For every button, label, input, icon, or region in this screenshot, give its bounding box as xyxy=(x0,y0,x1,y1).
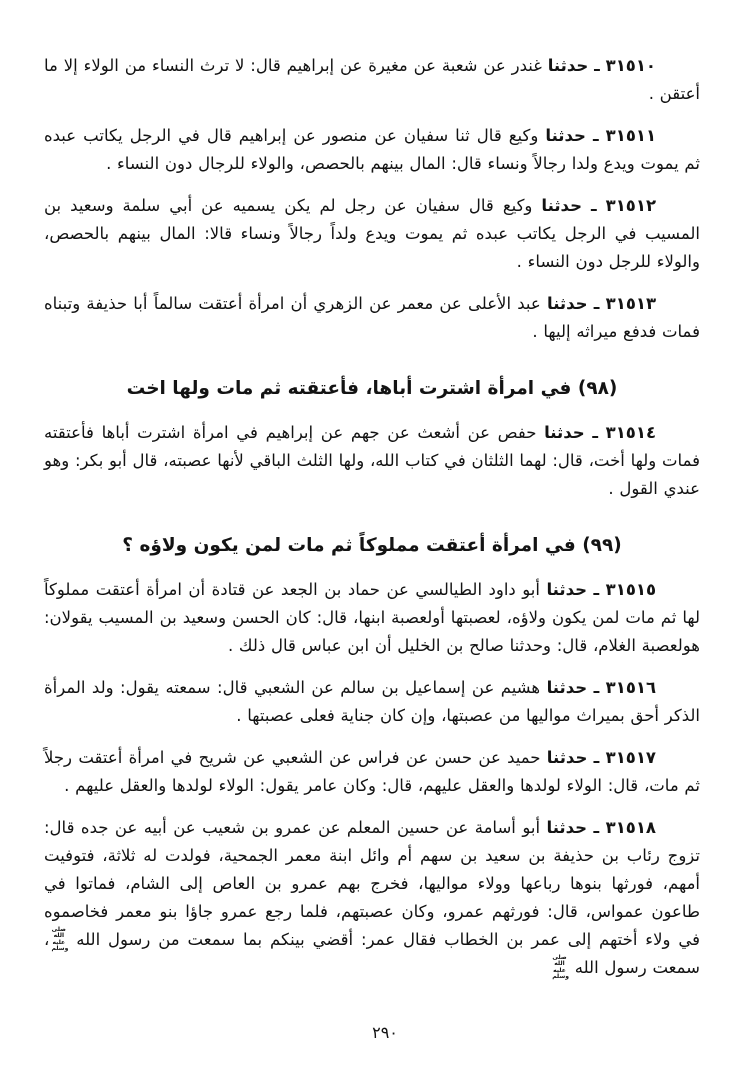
hadith-intro: حدثنا xyxy=(544,423,585,442)
hadith-number: ٣١٥١٢ xyxy=(605,196,657,215)
hadith-text: غندر عن شعبة عن مغيرة عن إبراهيم قال: لا ترث النساء من الولاء إلا ما أعتقن . xyxy=(44,56,700,103)
hadith-intro: حدثنا xyxy=(546,748,588,767)
hadith-paragraph xyxy=(44,744,700,800)
text-block xyxy=(44,52,700,982)
hadith-intro: حدثنا xyxy=(546,818,588,837)
dash-separator: ـ xyxy=(592,423,598,442)
dash-separator: ـ xyxy=(592,126,599,145)
hadith-number: ٣١٥١٦ xyxy=(605,678,657,697)
hadith-paragraph xyxy=(44,576,700,660)
hadith-text: حميد عن حسن عن فراس عن الشعبي عن شريح في امرأة أعتقت رجلاً ثم مات، قال: الولاء لولدها والعقل عليهم، قال: وكان عامر يقول: الولاء لولدها والعقل عليهم . xyxy=(44,748,700,795)
hadith-paragraph xyxy=(44,52,700,108)
dash-separator: ـ xyxy=(591,196,597,215)
section-heading xyxy=(44,531,700,561)
section-heading-number: (٩٩) xyxy=(582,535,622,556)
page-number: ٢٩٠ xyxy=(372,1023,398,1042)
hadith-number: ٣١٥١٠ xyxy=(605,56,656,75)
hadith-intro: حدثنا xyxy=(546,678,588,697)
hadith-number: ٣١٥١٧ xyxy=(605,748,656,767)
hadith-number: ٣١٥١٤ xyxy=(605,423,657,442)
hadith-paragraph xyxy=(44,290,700,346)
section-heading-number: (٩٨) xyxy=(577,378,618,399)
hadith-intro: حدثنا xyxy=(545,126,586,145)
hadith-intro: حدثنا xyxy=(547,294,588,313)
hadith-text: عبد الأعلى عن معمر عن الزهري أن امرأة أعتقت سالماً أبا حذيفة وتبناه فمات فدفع ميراثه إليها . xyxy=(44,294,700,341)
section-heading-title: في امرأة أعتقت مملوكاً ثم مات لمن يكون ولاؤه ؟ xyxy=(122,535,576,556)
section-heading xyxy=(44,374,700,404)
hadith-number: ٣١٥١١ xyxy=(605,126,657,145)
dash-separator: ـ xyxy=(594,56,600,75)
hadith-intro: حدثنا xyxy=(546,580,588,599)
hadith-text: أبو أسامة عن حسين المعلم عن عمرو بن شعيب عن أبيه عن جده قال: تزوج رئاب بن حذيفة بن سعيد بن سهم أم وائل ابنة معمر الجمحية، فولدت له ثلاثة، فتوفيت أمهم، فورثها بنوها رباعها وولاء مواليها، فخرج بهم عمرو بن العاص إلى الشام، فماتوا في طاعون عمواس، قال: فورثهم عمرو، وكان عصبتهم، فلما رجع عمرو جاؤا بنو معمر فخاصموه في ولاء أختهم إلى عمر بن الخطاب فقال عمر: أقضي بينكم بما سمعت من رسول الله صلى الله عليه وسلم، سمعت رسول الله صلى الله عليه وسلم xyxy=(44,818,700,980)
hadith-text: أبو داود الطيالسي عن حماد بن الجعد عن قتادة أن امرأة أعتقت مملوكاً لها ثم مات لمن يكون ولاؤه، لعصبتها أولعصبة ابنها، قال: كان الحسن وسعيد بن المسيب يقولان: هولعصبة الغلام، قال: وحدثنا صالح بن الخليل أن ابن عباس قال ذلك . xyxy=(44,580,700,655)
hadith-paragraph xyxy=(44,814,700,982)
hadith-text: وكيع قال ثنا سفيان عن منصور عن إبراهيم قال في الرجل يكاتب عبده ثم يموت ويدع ولدا رجالاً ونساء قال: المال بينهم بالحصص، والولاء للرجال دون النساء . xyxy=(44,126,700,173)
hadith-text: حفص عن أشعث عن جهم عن إبراهيم في امرأة اشترت أباها فأعتقته فمات ولها أخت، قال: لهما الثلثان في كتاب الله، ولها الثلث الباقي لأنها عصبته، قال أبو بكر: وهو عندي القول . xyxy=(44,423,700,498)
hadith-paragraph xyxy=(44,192,700,276)
hadith-text: وكيع قال سفيان عن رجل لم يكن يسميه عن أبي سلمة وسعيد بن المسيب في الرجل يكاتب عبده ثم يموت ويدع ولداً رجالاً ونساء قالا: المال بينهم بالحصص، والولاء للرجل دون النساء . xyxy=(44,196,700,271)
hadith-text: هشيم عن إسماعيل بن سالم عن الشعبي قال: سمعته يقول: ولد المرأة الذكر أحق بميراث مواليها من عصبتها، وإن كان جناية فعلى عصبتها . xyxy=(44,678,700,725)
dash-separator: ـ xyxy=(593,818,600,837)
hadith-intro: حدثنا xyxy=(547,56,589,75)
saw-honorific-symbol: صلى الله عليه وسلم xyxy=(552,954,569,980)
hadith-number: ٣١٥١٣ xyxy=(605,294,657,313)
hadith-number: ٣١٥١٥ xyxy=(605,580,657,599)
dash-separator: ـ xyxy=(593,748,600,767)
hadith-paragraph xyxy=(44,122,700,178)
section-heading-title: في امرأة اشترت أباها، فأعتقته ثم مات ولها اخت xyxy=(126,378,572,399)
hadith-intro: حدثنا xyxy=(541,196,582,215)
dash-separator: ـ xyxy=(593,580,600,599)
dash-separator: ـ xyxy=(593,678,600,697)
hadith-number: ٣١٥١٨ xyxy=(605,818,656,837)
hadith-paragraph xyxy=(44,674,700,730)
hadith-paragraph xyxy=(44,419,700,503)
dash-separator: ـ xyxy=(593,294,600,313)
saw-honorific-symbol: صلى الله عليه وسلم xyxy=(51,926,69,952)
